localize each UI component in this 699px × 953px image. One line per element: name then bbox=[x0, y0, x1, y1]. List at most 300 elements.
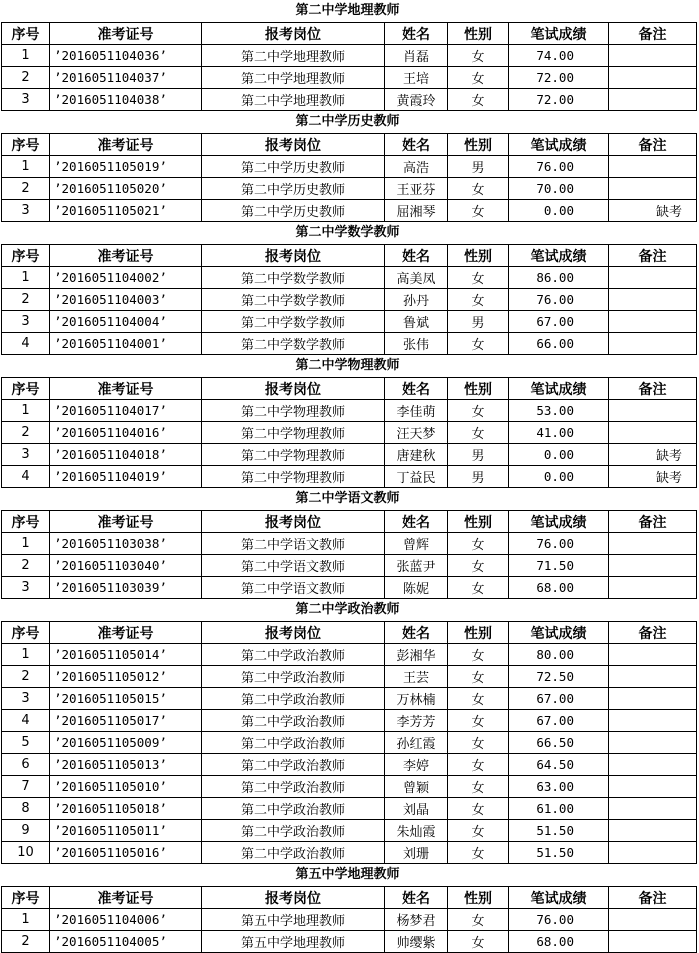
cell-name: 李芳芳 bbox=[385, 710, 448, 732]
table-row bbox=[2, 466, 697, 488]
cell-index: 3 bbox=[2, 89, 50, 111]
cell-name: 杨梦君 bbox=[385, 909, 448, 931]
cell-position: 第二中学物理教师 bbox=[202, 466, 385, 488]
cell-name: 朱灿霞 bbox=[385, 820, 448, 842]
cell-score: 76.00 bbox=[509, 289, 609, 311]
header-position: 报考岗位 bbox=[202, 23, 385, 45]
cell-exam-id: ’2016051105018’ bbox=[50, 798, 202, 820]
cell-gender: 女 bbox=[448, 909, 509, 931]
cell-gender: 女 bbox=[448, 178, 509, 200]
cell-exam-id: ’2016051105014’ bbox=[50, 644, 202, 666]
header-exam-id: 准考证号 bbox=[50, 622, 202, 644]
header-score: 笔试成绩 bbox=[509, 245, 609, 267]
header-name: 姓名 bbox=[385, 23, 448, 45]
cell-gender: 女 bbox=[448, 400, 509, 422]
cell-remark bbox=[609, 820, 697, 842]
cell-exam-id: ’2016051105016’ bbox=[50, 842, 202, 864]
cell-position: 第二中学地理教师 bbox=[202, 45, 385, 67]
header-row bbox=[2, 134, 697, 156]
cell-remark bbox=[609, 45, 697, 67]
cell-remark bbox=[609, 909, 697, 931]
header-position: 报考岗位 bbox=[202, 511, 385, 533]
cell-position: 第二中学政治教师 bbox=[202, 688, 385, 710]
cell-remark bbox=[609, 931, 697, 953]
header-remark: 备注 bbox=[609, 378, 697, 400]
cell-gender: 女 bbox=[448, 931, 509, 953]
cell-remark: 缺考 bbox=[609, 466, 697, 488]
header-index: 序号 bbox=[2, 622, 50, 644]
cell-exam-id: ’2016051104006’ bbox=[50, 909, 202, 931]
cell-score: 0.00 bbox=[509, 466, 609, 488]
cell-score: 67.00 bbox=[509, 710, 609, 732]
cell-index: 3 bbox=[2, 577, 50, 599]
header-name: 姓名 bbox=[385, 245, 448, 267]
cell-exam-id: ’2016051104018’ bbox=[50, 444, 202, 466]
header-remark: 备注 bbox=[609, 511, 697, 533]
cell-position: 第二中学历史教师 bbox=[202, 156, 385, 178]
cell-remark bbox=[609, 688, 697, 710]
cell-score: 0.00 bbox=[509, 444, 609, 466]
header-remark: 备注 bbox=[609, 23, 697, 45]
section-table bbox=[1, 510, 697, 599]
table-row bbox=[2, 200, 697, 222]
cell-score: 74.00 bbox=[509, 45, 609, 67]
cell-remark bbox=[609, 67, 697, 89]
cell-index: 9 bbox=[2, 820, 50, 842]
cell-name: 丁益民 bbox=[385, 466, 448, 488]
header-score: 笔试成绩 bbox=[509, 511, 609, 533]
cell-gender: 女 bbox=[448, 842, 509, 864]
table-row bbox=[2, 267, 697, 289]
cell-position: 第二中学地理教师 bbox=[202, 67, 385, 89]
cell-remark bbox=[609, 422, 697, 444]
cell-index: 8 bbox=[2, 798, 50, 820]
cell-gender: 女 bbox=[448, 422, 509, 444]
table-row bbox=[2, 333, 697, 355]
table-row bbox=[2, 178, 697, 200]
cell-name: 曾颖 bbox=[385, 776, 448, 798]
table-row bbox=[2, 909, 697, 931]
header-exam-id: 准考证号 bbox=[50, 134, 202, 156]
cell-position: 第二中学语文教师 bbox=[202, 555, 385, 577]
cell-exam-id: ’2016051104017’ bbox=[50, 400, 202, 422]
cell-name: 王芸 bbox=[385, 666, 448, 688]
header-position: 报考岗位 bbox=[202, 622, 385, 644]
cell-position: 第五中学地理教师 bbox=[202, 909, 385, 931]
cell-remark bbox=[609, 666, 697, 688]
cell-gender: 女 bbox=[448, 820, 509, 842]
cell-position: 第二中学数学教师 bbox=[202, 289, 385, 311]
cell-score: 76.00 bbox=[509, 533, 609, 555]
cell-position: 第二中学政治教师 bbox=[202, 666, 385, 688]
cell-remark bbox=[609, 644, 697, 666]
cell-score: 86.00 bbox=[509, 267, 609, 289]
cell-remark bbox=[609, 754, 697, 776]
cell-remark bbox=[609, 156, 697, 178]
cell-index: 2 bbox=[2, 666, 50, 688]
table-row bbox=[2, 820, 697, 842]
header-index: 序号 bbox=[2, 245, 50, 267]
cell-exam-id: ’2016051104019’ bbox=[50, 466, 202, 488]
header-score: 笔试成绩 bbox=[509, 622, 609, 644]
cell-index: 3 bbox=[2, 311, 50, 333]
cell-position: 第二中学政治教师 bbox=[202, 820, 385, 842]
cell-remark bbox=[609, 289, 697, 311]
cell-exam-id: ’2016051105013’ bbox=[50, 754, 202, 776]
cell-remark bbox=[609, 555, 697, 577]
cell-exam-id: ’2016051104001’ bbox=[50, 333, 202, 355]
cell-index: 2 bbox=[2, 178, 50, 200]
cell-exam-id: ’2016051103038’ bbox=[50, 533, 202, 555]
cell-name: 曾辉 bbox=[385, 533, 448, 555]
cell-gender: 女 bbox=[448, 577, 509, 599]
cell-remark bbox=[609, 533, 697, 555]
table-row bbox=[2, 45, 697, 67]
cell-score: 66.00 bbox=[509, 333, 609, 355]
table-row bbox=[2, 644, 697, 666]
cell-score: 71.50 bbox=[509, 555, 609, 577]
cell-score: 72.50 bbox=[509, 666, 609, 688]
table-row bbox=[2, 710, 697, 732]
cell-index: 7 bbox=[2, 776, 50, 798]
cell-score: 80.00 bbox=[509, 644, 609, 666]
cell-index: 3 bbox=[2, 688, 50, 710]
cell-name: 刘珊 bbox=[385, 842, 448, 864]
cell-remark: 缺考 bbox=[609, 200, 697, 222]
cell-exam-id: ’2016051105020’ bbox=[50, 178, 202, 200]
cell-exam-id: ’2016051104004’ bbox=[50, 311, 202, 333]
header-gender: 性别 bbox=[448, 511, 509, 533]
cell-remark bbox=[609, 178, 697, 200]
cell-remark bbox=[609, 710, 697, 732]
cell-name: 孙红霞 bbox=[385, 732, 448, 754]
cell-remark bbox=[609, 842, 697, 864]
table-row bbox=[2, 422, 697, 444]
header-position: 报考岗位 bbox=[202, 378, 385, 400]
cell-score: 70.00 bbox=[509, 178, 609, 200]
cell-score: 66.50 bbox=[509, 732, 609, 754]
cell-remark: 缺考 bbox=[609, 444, 697, 466]
cell-index: 2 bbox=[2, 422, 50, 444]
cell-exam-id: ’2016051104005’ bbox=[50, 931, 202, 953]
cell-gender: 女 bbox=[448, 289, 509, 311]
header-remark: 备注 bbox=[609, 622, 697, 644]
cell-gender: 女 bbox=[448, 89, 509, 111]
cell-exam-id: ’2016051104003’ bbox=[50, 289, 202, 311]
header-remark: 备注 bbox=[609, 887, 697, 909]
header-gender: 性别 bbox=[448, 378, 509, 400]
cell-position: 第二中学政治教师 bbox=[202, 732, 385, 754]
cell-position: 第二中学物理教师 bbox=[202, 422, 385, 444]
cell-position: 第五中学地理教师 bbox=[202, 931, 385, 953]
cell-name: 刘晶 bbox=[385, 798, 448, 820]
cell-exam-id: ’2016051105012’ bbox=[50, 666, 202, 688]
cell-position: 第二中学数学教师 bbox=[202, 311, 385, 333]
header-position: 报考岗位 bbox=[202, 245, 385, 267]
cell-score: 68.00 bbox=[509, 931, 609, 953]
table-row bbox=[2, 444, 697, 466]
cell-name: 汪天梦 bbox=[385, 422, 448, 444]
cell-score: 67.00 bbox=[509, 688, 609, 710]
cell-index: 4 bbox=[2, 333, 50, 355]
table-row bbox=[2, 311, 697, 333]
header-gender: 性别 bbox=[448, 134, 509, 156]
cell-score: 41.00 bbox=[509, 422, 609, 444]
header-remark: 备注 bbox=[609, 134, 697, 156]
cell-index: 1 bbox=[2, 644, 50, 666]
cell-position: 第二中学地理教师 bbox=[202, 89, 385, 111]
header-row bbox=[2, 622, 697, 644]
cell-gender: 女 bbox=[448, 45, 509, 67]
table-row bbox=[2, 931, 697, 953]
cell-exam-id: ’2016051105019’ bbox=[50, 156, 202, 178]
cell-index: 1 bbox=[2, 267, 50, 289]
header-exam-id: 准考证号 bbox=[50, 23, 202, 45]
cell-exam-id: ’2016051103039’ bbox=[50, 577, 202, 599]
cell-score: 72.00 bbox=[509, 89, 609, 111]
cell-exam-id: ’2016051104036’ bbox=[50, 45, 202, 67]
header-position: 报考岗位 bbox=[202, 887, 385, 909]
section-table bbox=[1, 886, 697, 953]
cell-index: 2 bbox=[2, 555, 50, 577]
cell-position: 第二中学物理教师 bbox=[202, 444, 385, 466]
cell-score: 61.00 bbox=[509, 798, 609, 820]
cell-exam-id: ’2016051105015’ bbox=[50, 688, 202, 710]
cell-remark bbox=[609, 89, 697, 111]
section-title: 第二中学数学教师 bbox=[295, 225, 400, 240]
cell-name: 帅缨紫 bbox=[385, 931, 448, 953]
cell-exam-id: ’2016051104016’ bbox=[50, 422, 202, 444]
cell-score: 51.50 bbox=[509, 842, 609, 864]
cell-exam-id: ’2016051103040’ bbox=[50, 555, 202, 577]
cell-gender: 女 bbox=[448, 644, 509, 666]
cell-position: 第二中学数学教师 bbox=[202, 333, 385, 355]
cell-gender: 男 bbox=[448, 311, 509, 333]
cell-score: 0.00 bbox=[509, 200, 609, 222]
section-title: 第二中学历史教师 bbox=[295, 114, 400, 129]
section-title: 第五中学地理教师 bbox=[295, 867, 400, 882]
section-table bbox=[1, 244, 697, 355]
header-position: 报考岗位 bbox=[202, 134, 385, 156]
cell-remark bbox=[609, 267, 697, 289]
cell-index: 4 bbox=[2, 466, 50, 488]
table-row bbox=[2, 732, 697, 754]
cell-score: 67.00 bbox=[509, 311, 609, 333]
table-row bbox=[2, 533, 697, 555]
header-gender: 性别 bbox=[448, 23, 509, 45]
cell-name: 唐建秋 bbox=[385, 444, 448, 466]
table-row bbox=[2, 666, 697, 688]
table-row bbox=[2, 156, 697, 178]
header-index: 序号 bbox=[2, 511, 50, 533]
cell-position: 第二中学政治教师 bbox=[202, 842, 385, 864]
cell-exam-id: ’2016051104002’ bbox=[50, 267, 202, 289]
cell-gender: 女 bbox=[448, 776, 509, 798]
header-row bbox=[2, 378, 697, 400]
cell-name: 屈湘琴 bbox=[385, 200, 448, 222]
header-row bbox=[2, 23, 697, 45]
header-score: 笔试成绩 bbox=[509, 134, 609, 156]
cell-gender: 女 bbox=[448, 267, 509, 289]
cell-index: 10 bbox=[2, 842, 50, 864]
cell-name: 肖磊 bbox=[385, 45, 448, 67]
table-row bbox=[2, 776, 697, 798]
cell-index: 4 bbox=[2, 710, 50, 732]
cell-position: 第二中学语文教师 bbox=[202, 533, 385, 555]
table-row bbox=[2, 89, 697, 111]
table-row bbox=[2, 754, 697, 776]
header-exam-id: 准考证号 bbox=[50, 511, 202, 533]
cell-remark bbox=[609, 311, 697, 333]
cell-name: 孙丹 bbox=[385, 289, 448, 311]
section-title: 第二中学地理教师 bbox=[295, 3, 400, 18]
cell-index: 2 bbox=[2, 931, 50, 953]
cell-name: 彭湘华 bbox=[385, 644, 448, 666]
header-row bbox=[2, 887, 697, 909]
cell-exam-id: ’2016051105017’ bbox=[50, 710, 202, 732]
table-row bbox=[2, 842, 697, 864]
cell-name: 张蓝尹 bbox=[385, 555, 448, 577]
table-row bbox=[2, 577, 697, 599]
cell-index: 2 bbox=[2, 289, 50, 311]
header-remark: 备注 bbox=[609, 245, 697, 267]
cell-index: 1 bbox=[2, 400, 50, 422]
cell-score: 76.00 bbox=[509, 156, 609, 178]
cell-gender: 男 bbox=[448, 444, 509, 466]
cell-score: 63.00 bbox=[509, 776, 609, 798]
cell-position: 第二中学物理教师 bbox=[202, 400, 385, 422]
cell-position: 第二中学政治教师 bbox=[202, 798, 385, 820]
cell-position: 第二中学政治教师 bbox=[202, 644, 385, 666]
section-table bbox=[1, 133, 697, 222]
section-title: 第二中学物理教师 bbox=[295, 358, 400, 373]
cell-score: 72.00 bbox=[509, 67, 609, 89]
cell-index: 5 bbox=[2, 732, 50, 754]
cell-score: 53.00 bbox=[509, 400, 609, 422]
header-gender: 性别 bbox=[448, 245, 509, 267]
cell-name: 张伟 bbox=[385, 333, 448, 355]
cell-exam-id: ’2016051104037’ bbox=[50, 67, 202, 89]
cell-exam-id: ’2016051105011’ bbox=[50, 820, 202, 842]
table-row bbox=[2, 555, 697, 577]
cell-name: 黄霞玲 bbox=[385, 89, 448, 111]
cell-remark bbox=[609, 333, 697, 355]
cell-name: 李婷 bbox=[385, 754, 448, 776]
header-gender: 性别 bbox=[448, 887, 509, 909]
cell-gender: 女 bbox=[448, 67, 509, 89]
cell-remark bbox=[609, 577, 697, 599]
header-exam-id: 准考证号 bbox=[50, 887, 202, 909]
cell-name: 万林楠 bbox=[385, 688, 448, 710]
header-row bbox=[2, 245, 697, 267]
cell-gender: 女 bbox=[448, 710, 509, 732]
cell-name: 李佳萌 bbox=[385, 400, 448, 422]
header-name: 姓名 bbox=[385, 511, 448, 533]
cell-remark bbox=[609, 400, 697, 422]
header-gender: 性别 bbox=[448, 622, 509, 644]
section-title: 第二中学语文教师 bbox=[295, 491, 400, 506]
cell-name: 高美凤 bbox=[385, 267, 448, 289]
header-score: 笔试成绩 bbox=[509, 887, 609, 909]
header-name: 姓名 bbox=[385, 378, 448, 400]
cell-gender: 女 bbox=[448, 666, 509, 688]
cell-gender: 女 bbox=[448, 333, 509, 355]
header-name: 姓名 bbox=[385, 622, 448, 644]
section-table bbox=[1, 22, 697, 111]
header-name: 姓名 bbox=[385, 887, 448, 909]
section-title: 第二中学政治教师 bbox=[295, 602, 400, 617]
cell-position: 第二中学政治教师 bbox=[202, 710, 385, 732]
cell-gender: 女 bbox=[448, 200, 509, 222]
cell-exam-id: ’2016051104038’ bbox=[50, 89, 202, 111]
cell-name: 高浩 bbox=[385, 156, 448, 178]
cell-position: 第二中学历史教师 bbox=[202, 178, 385, 200]
cell-name: 鲁斌 bbox=[385, 311, 448, 333]
cell-score: 51.50 bbox=[509, 820, 609, 842]
cell-gender: 女 bbox=[448, 754, 509, 776]
cell-score: 68.00 bbox=[509, 577, 609, 599]
cell-exam-id: ’2016051105009’ bbox=[50, 732, 202, 754]
table-row bbox=[2, 798, 697, 820]
cell-name: 王亚芬 bbox=[385, 178, 448, 200]
header-row bbox=[2, 511, 697, 533]
cell-gender: 女 bbox=[448, 798, 509, 820]
table-row bbox=[2, 67, 697, 89]
cell-index: 3 bbox=[2, 444, 50, 466]
cell-position: 第二中学政治教师 bbox=[202, 776, 385, 798]
header-index: 序号 bbox=[2, 23, 50, 45]
cell-gender: 女 bbox=[448, 688, 509, 710]
header-score: 笔试成绩 bbox=[509, 378, 609, 400]
header-score: 笔试成绩 bbox=[509, 23, 609, 45]
cell-remark bbox=[609, 732, 697, 754]
cell-index: 2 bbox=[2, 67, 50, 89]
table-row bbox=[2, 289, 697, 311]
cell-name: 王培 bbox=[385, 67, 448, 89]
cell-gender: 女 bbox=[448, 555, 509, 577]
header-exam-id: 准考证号 bbox=[50, 378, 202, 400]
cell-gender: 男 bbox=[448, 156, 509, 178]
header-exam-id: 准考证号 bbox=[50, 245, 202, 267]
cell-position: 第二中学政治教师 bbox=[202, 754, 385, 776]
cell-position: 第二中学数学教师 bbox=[202, 267, 385, 289]
cell-index: 3 bbox=[2, 200, 50, 222]
header-index: 序号 bbox=[2, 134, 50, 156]
cell-index: 1 bbox=[2, 156, 50, 178]
cell-name: 陈妮 bbox=[385, 577, 448, 599]
cell-remark bbox=[609, 798, 697, 820]
header-index: 序号 bbox=[2, 378, 50, 400]
header-index: 序号 bbox=[2, 887, 50, 909]
table-row bbox=[2, 688, 697, 710]
table-row bbox=[2, 400, 697, 422]
cell-exam-id: ’2016051105021’ bbox=[50, 200, 202, 222]
cell-index: 6 bbox=[2, 754, 50, 776]
cell-gender: 女 bbox=[448, 533, 509, 555]
cell-remark bbox=[609, 776, 697, 798]
cell-position: 第二中学语文教师 bbox=[202, 577, 385, 599]
cell-score: 76.00 bbox=[509, 909, 609, 931]
cell-index: 1 bbox=[2, 45, 50, 67]
cell-gender: 女 bbox=[448, 732, 509, 754]
cell-position: 第二中学历史教师 bbox=[202, 200, 385, 222]
header-name: 姓名 bbox=[385, 134, 448, 156]
section-table bbox=[1, 621, 697, 864]
cell-index: 1 bbox=[2, 909, 50, 931]
cell-gender: 男 bbox=[448, 466, 509, 488]
cell-index: 1 bbox=[2, 533, 50, 555]
section-table bbox=[1, 377, 697, 488]
